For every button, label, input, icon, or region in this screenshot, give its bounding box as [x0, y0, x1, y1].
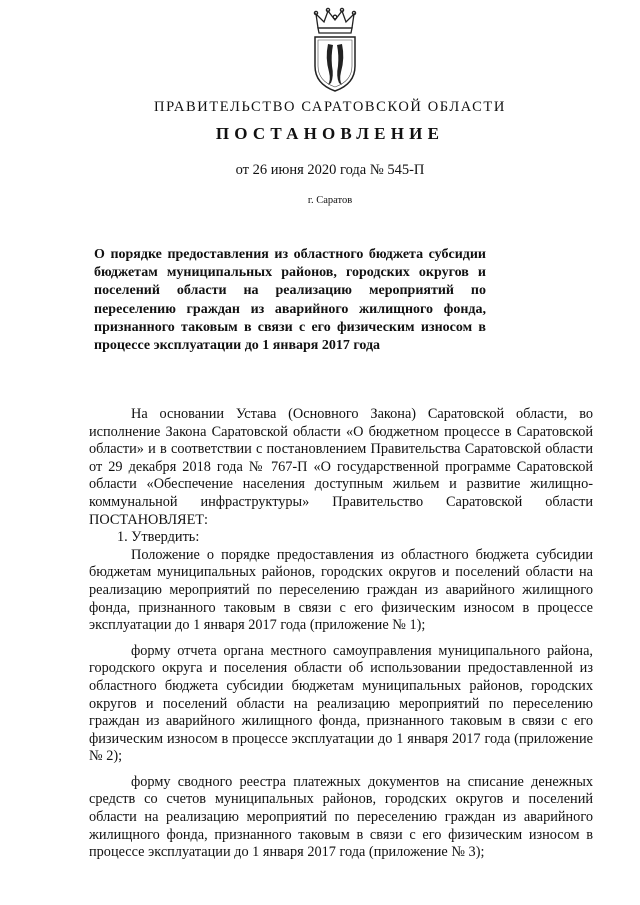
government-name: ПРАВИТЕЛЬСТВО САРАТОВСКОЙ ОБЛАСТИ — [154, 99, 506, 115]
item-1-heading: 1. Утвердить: — [117, 529, 200, 546]
approval-paragraph-1: Положение о порядке предоставления из областного бюджета субсидии бюджетам муниципальных районов, городских округов и поселений области на реализацию мероприятий по переселению граждан из аварийного жилищного фонда, признанного таковым в связи с его физическим износом в процессе эксплуатации до 1 января 2017 года (приложение № 1); — [89, 546, 593, 634]
document-city: г. Саратов — [307, 195, 353, 206]
document-title: О порядке предоставления из областного бюджета субсидии бюджетам муниципальных районов, городских округов и поселений области на реализацию мероприятий по переселению граждан из аварийного жилищного фонда, признанного таковым в связи с его физическим износом в процессе эксплуатации до 1 января 2017 года — [94, 247, 486, 354]
coat-of-arms-icon — [306, 6, 364, 94]
approval-paragraph-2: форму отчета органа местного самоуправления муниципального района, городского округа и поселения области об использовании предоставленной из областного бюджета субсидии бюджетам муниципальных районов, городских округов и поселений области на реализацию мероприятий по переселению граждан из аварийного жилищного фонда, признанного таковым в связи с его физическим износом в процессе эксплуатации до 1 января 2017 года (приложение № 2); — [89, 642, 593, 765]
document-type: ПОСТАНОВЛЕНИЕ — [215, 124, 445, 143]
approval-paragraph-3: форму сводного реестра платежных документов на списание денежных средств со счетов муниципальных районов, городских округов и поселений области на реализацию мероприятий по переселению граждан из аварийного жилищного фонда, признанного таковым в связи с его физическим износом в процессе эксплуатации до 1 января 2017 года (приложение № 3); — [89, 773, 593, 861]
document-body — [89, 406, 593, 862]
preamble-paragraph: На основании Устава (Основного Закона) Саратовской области, во исполнение Закона Саратовской области «О бюджетном процессе в Саратовской области» и в соответствии с постановлением Правительства Саратовской области от 29 декабря 2018 года № 767-П «О государственной программе Саратовской области «Обеспечение населения доступным жильем и развитие жилищно-коммунальной инфраструктуры» Правительство Саратовской области ПОСТАНОВЛЯЕТ: — [89, 406, 593, 528]
document-date-number: от 26 июня 2020 года № 545-П — [235, 162, 425, 178]
